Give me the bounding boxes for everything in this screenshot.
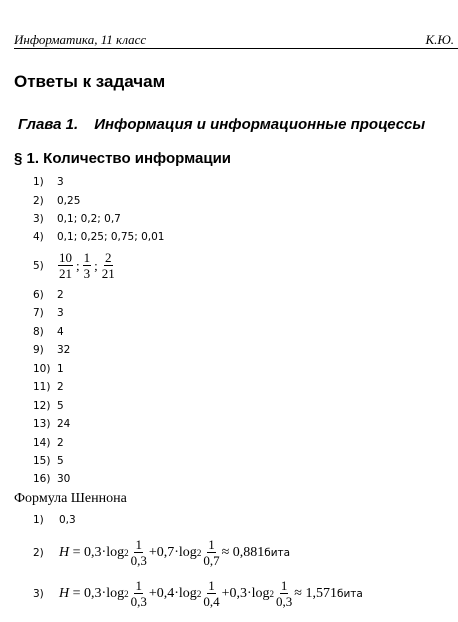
page-title: Ответы к задачам <box>14 72 166 91</box>
chapter-number: Глава 1. <box>18 116 79 133</box>
answer-item-fractions: 5) $\frac{10}{21}$ ; $\frac{1}{3}$ ; $\frac{2}{21}$ <box>33 250 115 281</box>
fraction: $\frac{2}{21}$ <box>101 250 115 281</box>
answer-item: 8) 4 <box>33 326 64 338</box>
answer-item: 1) 3 <box>33 176 64 188</box>
fraction: $\frac{1}{3}$ <box>83 250 91 281</box>
answer-item: 14) 2 <box>33 437 64 449</box>
fraction: $\frac{1}{0,3}$ <box>276 578 293 609</box>
shannon-formula-heading: Формула Шеннона <box>14 491 127 506</box>
header-subject: Информатика, 11 класс <box>14 32 147 47</box>
answer-item: 13) 24 <box>33 418 71 430</box>
answer-item: 16) 30 <box>33 473 71 485</box>
answer-item: 6) 2 <box>33 289 64 301</box>
answer-item: 3) 0,1; 0,2; 0,7 <box>33 213 121 225</box>
answer-item: 12) 5 <box>33 400 64 412</box>
section-heading: § 1. Количество информации <box>14 150 232 167</box>
header-author: К.Ю. <box>425 32 454 47</box>
answer-item: 15) 5 <box>33 455 64 467</box>
answer-item: 9) 32 <box>33 344 71 356</box>
chapter-heading <box>18 116 425 133</box>
answer-item: 2) 0,25 <box>33 195 81 207</box>
shannon-answer-3: 3) H = 0,3 · log 2 $\frac{1}{0,3}$ + 0,4 · log 2 $\frac{1}{0,4}$ + 0,3 · log 2 $\frac{1}{0,3}$ ≈ 1,571 бита <box>33 578 363 609</box>
answer-item: 7) 3 <box>33 307 64 319</box>
fraction: $\frac{1}{0,4}$ <box>203 578 220 609</box>
answer-item: 10) 1 <box>33 363 64 375</box>
fraction: $\frac{1}{0,7}$ <box>203 537 220 568</box>
answer-item: 11) 2 <box>33 381 64 393</box>
fraction: $\frac{1}{0,3}$ <box>130 537 147 568</box>
fraction: $\frac{1}{0,3}$ <box>130 578 147 609</box>
shannon-answer-2: 2) H = 0,3 · log 2 $\frac{1}{0,3}$ + 0,7 · log 2 $\frac{1}{0,7}$ ≈ 0,881 бита <box>33 537 291 568</box>
page-header <box>14 30 458 49</box>
fraction: $\frac{10}{21}$ <box>59 250 72 281</box>
shannon-answer-1: 1) 0,3 <box>33 514 76 526</box>
answer-item: 4) 0,1; 0,25; 0,75; 0,01 <box>33 231 165 243</box>
chapter-name: Информация и информационные процессы <box>94 116 426 133</box>
